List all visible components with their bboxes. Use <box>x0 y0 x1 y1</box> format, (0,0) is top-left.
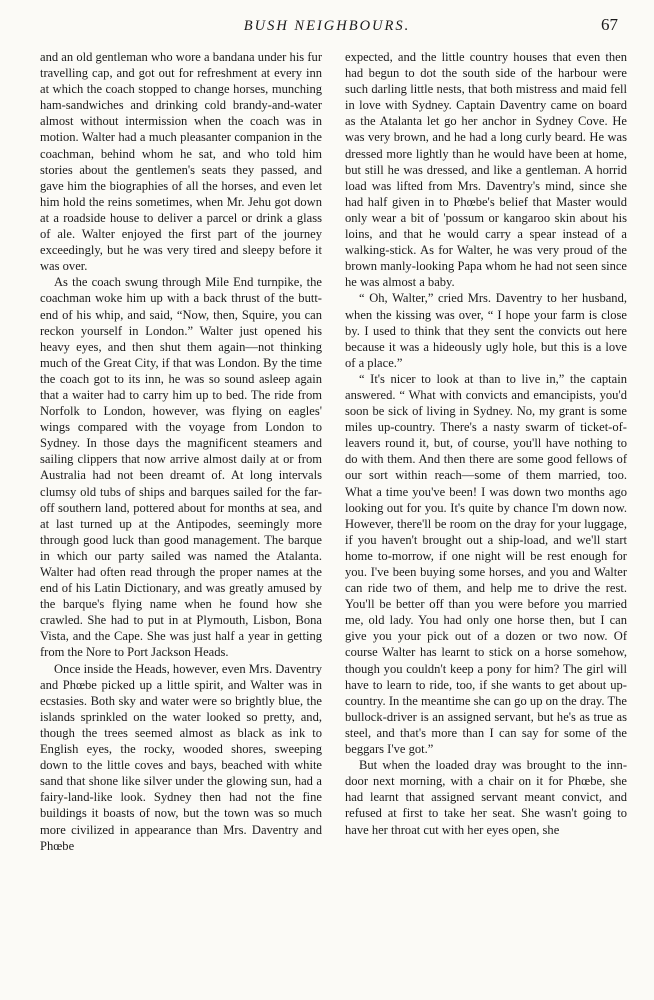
paragraph: expected, and the little country houses that even then had begun to dot the south side of the harbour were such darling little nests, that both mistress and maid fell in love with Sydney. Captain Daventry came on board as the Atalanta let go her anchor in Sydney Cove. He was very brown, and he had a long curly beard. He was dressed more lightly than he would have been at home, but still he was dressed, and like a gentleman. A horrid load was lifted from Mrs. Daventry's mind, since she had half given in to Phœbe's belief that Master would only wear a bit of 'possum or kangaroo skin about his loins, and that he would carry a spear instead of a walking-stick. As for Walter, he was very proud of the brown manly-looking Papa whom he had not seen since he was almost a baby. <box>345 50 627 290</box>
page-header <box>0 0 654 40</box>
right-column <box>345 49 627 838</box>
left-column <box>40 49 322 854</box>
paragraph: and an old gentleman who wore a bandana under his fur travelling cap, and got out for refreshment at every inn at which the coach stopped to change horses, munching ham-sandwiches and drinking cold brandy-and-water almost without intermission when the coach was in motion. Walter had a much pleasanter companion in the coachman, behind whom he sat, and who told him stories about the gentlemen's seats they passed, and gave him the biographies of all the horses, and even let him hold the reins sometimes, when Mr. Jehu got down at a roadside house to deliver a parcel or drink a glass of ale. Walter enjoyed the first part of the journey exceedingly, but he was very tired and sleepy before it was over. <box>40 50 322 274</box>
paragraph: “ It's nicer to look at than to live in,” the captain answered. “ What with convicts and emancipists, you'd soon be sick of living in Sydney. No, my grant is some miles up-country. There's a nasty swarm of ticket-of-leavers round it, but, of course, you'll have nothing to do with them. And then there are some good fellows of our sort within reach—some of them married, too. What a time you've been! I was down two months ago looking out for you. It's quite by chance I'm down now. However, there'll be room on the dray for your luggage, if you haven't brought out a ship-load, and we'll start home to-morrow, if one night will be rest enough for you. I've been buying some horses, and you and Walter can ride two of them, and help me to drive the rest. You'll be better off than you were before you married me, old lady. You had only one horse then, but I can give you your pick out of a dozen or two now. Of course Walter has learnt to stick on a horse somehow, though you couldn't keep a pony for him? The girl will have to learn to ride, too, if she wants to get about up-country. In the meantime she can go up on the dray. The bullock-driver is an assigned servant, but he's as true as steel, and that's more than I can say for some of the beggars I've got.” <box>345 371 627 757</box>
paragraph: “ Oh, Walter,” cried Mrs. Daventry to her husband, when the kissing was over, “ I hope your farm is close by. I used to think that they sent the convicts out here because it was a hideously ugly hole, but this is a love of a place.” <box>345 291 627 370</box>
page-number: 67 <box>601 15 618 34</box>
paragraph: As the coach swung through Mile End turnpike, the coachman woke him up with a back thrust of the butt-end of his whip, and said, “Now, then, Squire, you can reckon yourself in London.” Walter just opened his heavy eyes, and then shut them again—not thinking much of the Great City, if that was London. By the time the coach got to its inn, he was so sound asleep again that a waiter had to carry him up to bed. The ride from Norfolk to London, however, was flying on eagles' wings compared with the voyage from London to Sydney. In those days the magnificent steamers and sailing clippers that now arrive almost daily at or from Australia had not been dreamt of. At long intervals clumsy old tubs of ships and barques sailed for the far-off southern land, pottered about for months at sea, and at last turned up at the Antipodes, seemingly more through good luck than good management. The barque in which our party sailed was named the Atalanta. Walter had often read through the proper names at the end of his Latin Dictionary, and was greatly amused by the barque's flying name when he found how she crawled. She had to put in at Plymouth, Lisbon, Bona Vista, and the Cape. She was just half a year in getting from the Nore to Port Jackson Heads. <box>40 275 322 660</box>
running-title: BUSH NEIGHBOURS. <box>243 18 411 34</box>
paragraph: But when the loaded dray was brought to the inn-door next morning, with a chair on it for Phœbe, she had learnt that assigned servant meant convict, and refused at first to take her seat. She wasn't going to have her throat cut with her eyes open, she <box>345 758 627 837</box>
paragraph: Once inside the Heads, however, even Mrs. Daventry and Phœbe picked up a little spirit, and Walter was in ecstasies. Both sky and water were so brightly blue, the islands sprinkled on the water looked so pretty, and, though the trees seemed almost as black as ink to English eyes, the rocky, wooded shores, sweeping down to the little coves and bays, beached with white sand that shone like silver under the glowing sun, had a fairy-land-like look. Sydney then had not the fine buildings it boasts of now, but the town was so much more civilized in appearance than Mrs. Daventry and Phœbe <box>40 661 322 853</box>
